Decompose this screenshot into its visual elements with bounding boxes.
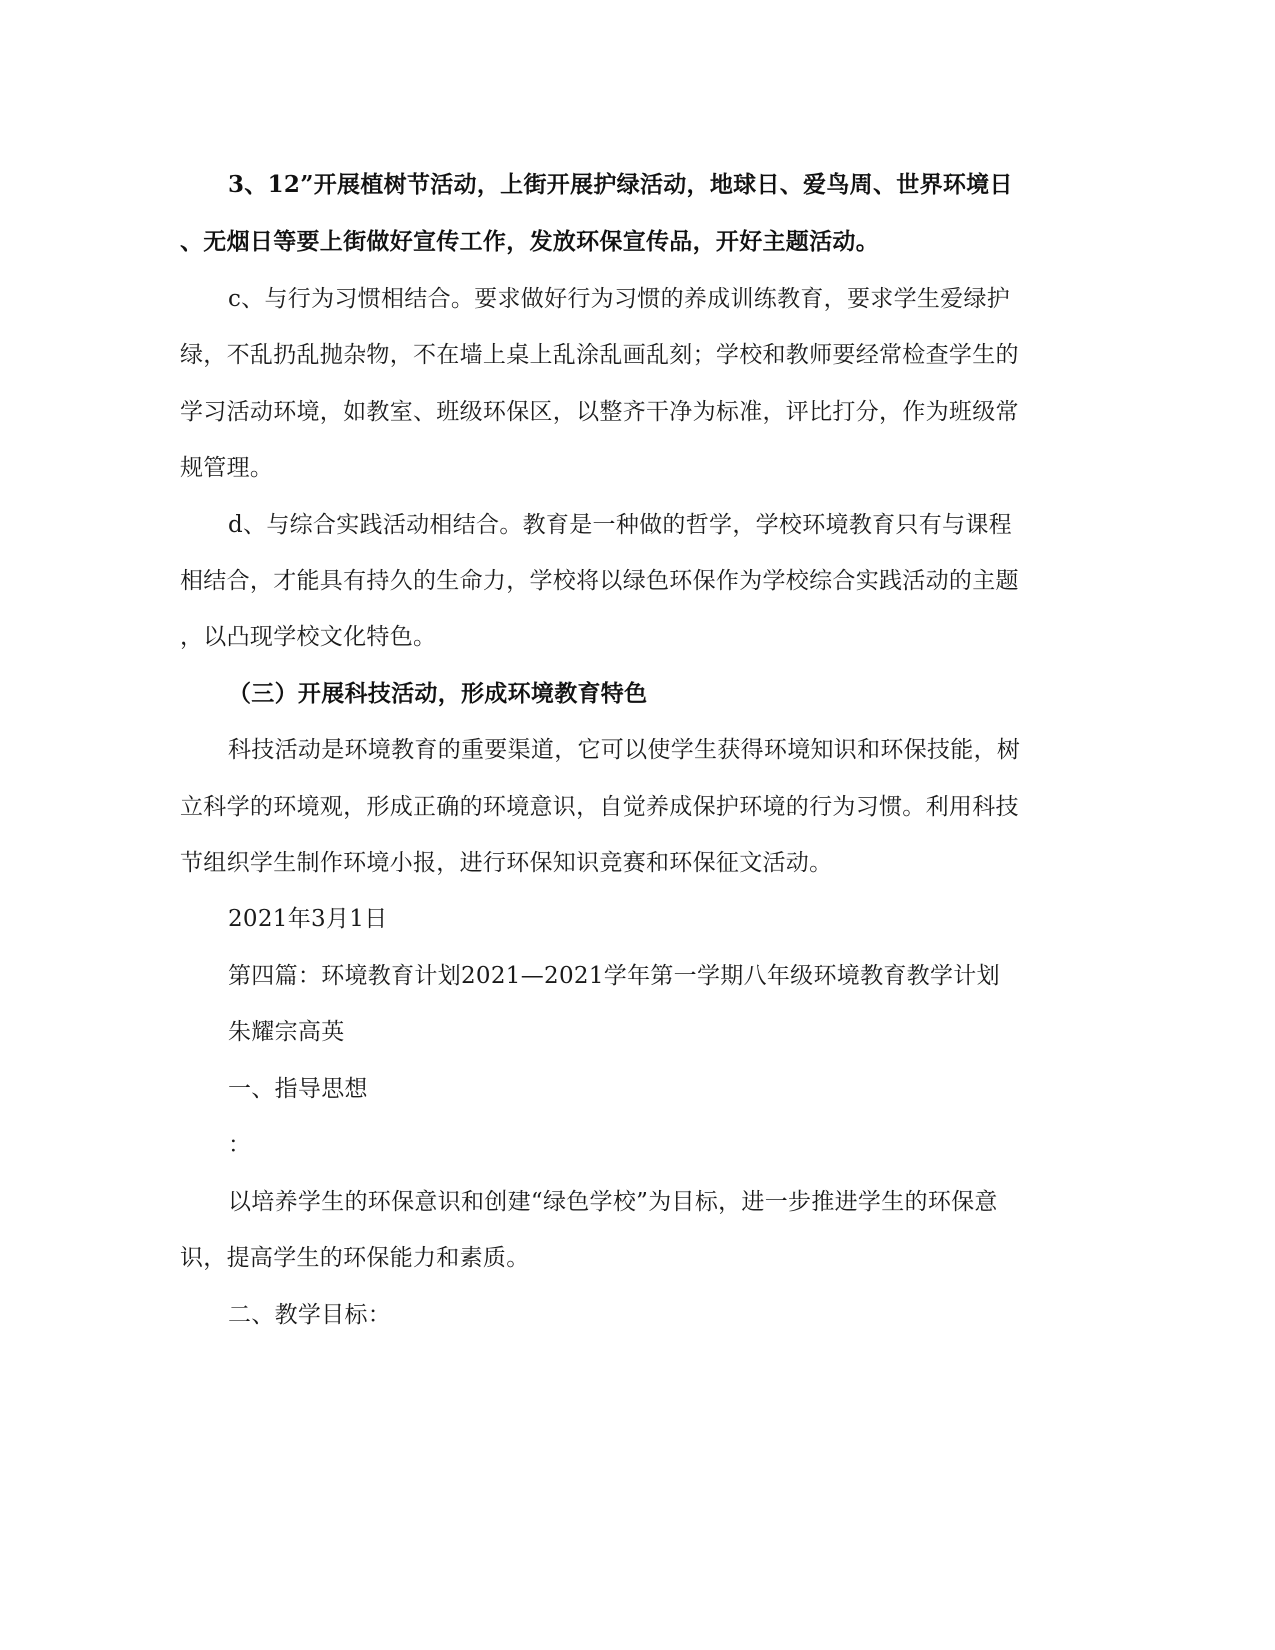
text-line: d、与综合实践活动相结合。教育是一种做的哲学，学校环境教育只有与课程 [228, 512, 1012, 538]
text-line: 节组织学生制作环境小报，进行环保知识竞赛和环保征文活动。 [180, 850, 833, 876]
text-line: 绿，不乱扔乱抛杂物，不在墙上桌上乱涂乱画乱刻；学校和教师要经常检查学生的 [180, 342, 1019, 368]
section-heading: 二、教学目标： [228, 1302, 392, 1328]
chapter-title: 第四篇：环境教育计划2021—2021学年第一学期八年级环境教育教学计划 [228, 963, 1000, 989]
text-line: 、无烟日等要上街做好宣传工作，发放环保宣传品，开好主题活动。 [180, 228, 879, 255]
text-line: 相结合，才能具有持久的生命力，学校将以绿色环保作为学校综合实践活动的主题 [180, 568, 1019, 594]
text-line: ，以凸现学校文化特色。 [180, 624, 437, 650]
text-line: 规管理。 [180, 455, 274, 481]
text-line: c、与行为习惯相结合。要求做好行为习惯的养成训练教育，要求学生爱绿护 [228, 286, 1011, 312]
section-heading: （三）开展科技活动，形成环境教育特色 [228, 680, 648, 707]
text-line: 3、12”开展植树节活动，上街开展护绿活动，地球日、爱鸟周、世界环境日 [228, 171, 1013, 198]
text-line: ： [228, 1132, 252, 1158]
text-line: 学习活动环境，如教室、班级环保区，以整齐干净为标准，评比打分，作为班级常 [180, 399, 1019, 425]
date-line: 2021年3月1日 [228, 906, 388, 932]
text-line: 以培养学生的环保意识和创建“绿色学校”为目标，进一步推进学生的环保意 [228, 1189, 998, 1215]
text-line: 立科学的环境观，形成正确的环境意识，自觉养成保护环境的行为习惯。利用科技 [180, 794, 1019, 820]
text-line: 科技活动是环境教育的重要渠道，它可以使学生获得环境知识和环保技能，树 [228, 737, 1021, 763]
text-line: 识，提高学生的环保能力和素质。 [180, 1245, 530, 1271]
section-heading: 一、指导思想 [228, 1076, 368, 1102]
author-line: 朱耀宗高英 [228, 1019, 345, 1045]
